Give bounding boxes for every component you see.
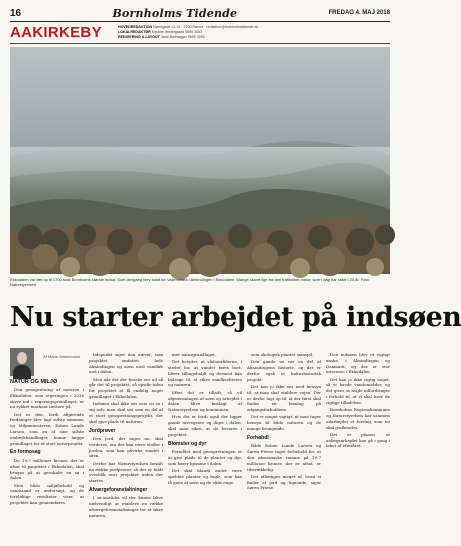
author-avatar bbox=[10, 348, 34, 376]
paragraph: Bornholms Regionskommune og Naturstyrelsen har sammen udarbejdet et forslag, som nu skal godkendes. bbox=[326, 407, 390, 430]
article-column-1 bbox=[10, 378, 84, 507]
paragraph: tidspunkt siger den nævnt, som projektet omfattet, hele Almindingen og søen med vandløb ned i dalen. bbox=[89, 352, 163, 375]
article-column-4 bbox=[247, 352, 321, 493]
paragraph: Det betyder, at vådområderne, i stedet for, at vandet føres bort, bliver tilbageholdt og dermed kan bidrage til, at sikre vandkvaliteten og naturen. bbox=[168, 359, 242, 388]
paragraph: Formålet med genopretningen er at give plads til de planter og dyr, som hører hjemme i dalen. bbox=[168, 449, 242, 466]
paragraph: Det skal blandt andet være sjældne planter og fugle, som kan få gavn af søen og de våde enge. bbox=[168, 468, 242, 485]
paragraph: Det er meget vigtigt, at man tager hensyn til både naturen og de mange besøgende. bbox=[247, 414, 321, 432]
subheading: Forhøbdl bbox=[247, 434, 269, 441]
paragraph: Den genopretning af naturen i Ekkodalen, som regeringen i 2016 skrev ind i regeringsgrundlaget, er nu rykket markant tættere på. bbox=[10, 387, 84, 410]
paragraph: Efter det er tilladt, så vil afgrænsningen af søen og arbejdet i dalen blive fastlagt af Naturstyrelsen og kommunen. bbox=[168, 389, 242, 413]
header-divider bbox=[10, 21, 390, 22]
contact-value: Kirstine Vestergaard 5690 3083 bbox=[151, 30, 203, 34]
photo-caption: Ekkodalen var tæt op til 1700 fuldt Bornholms største indsø. Som dengang blev kaldt for Vallensbæk i Almindingen i Ekkodalen. Mange skove lige fra den trafiksikre mose, som i dag har stået i 20 år. Foto: Naturstyrelsen bbox=[10, 277, 370, 288]
paragraph: som økologisk plantet samspil. bbox=[251, 352, 314, 357]
paragraph: Indsøen skal ikke ses som en sø i sig selv, men skal ses som en del af et stort genopretningsprojekt, der skal give plads til naturen. bbox=[89, 401, 163, 424]
article-kicker: NATUR OG MILJØ bbox=[10, 379, 58, 385]
paragraph: Derfor har Naturstyrelsen bestilt en række jordprøver, så der er fuldt overblik over projektet inden der startes. bbox=[89, 460, 163, 484]
paragraph: Den jord, der tages nu, skal vurderes, om der kan være stoffer i jorden, som kan påvirke vandet i søen. bbox=[89, 436, 163, 459]
paragraph: Det kan jo ikke rigtig noget, så vi havde vandområder, og det giver os nogle udfordringer i forhold til, at vi skal have de rigtige tilladelser. bbox=[326, 376, 390, 405]
page-header bbox=[10, 6, 390, 20]
contact-value: Jane Ballhagger 5690 3092 bbox=[160, 35, 205, 39]
section-contact-info bbox=[118, 25, 298, 40]
article-headline: Nu starter arbejdet på indsøen bbox=[10, 302, 461, 333]
landscape-photo bbox=[10, 47, 390, 274]
paragraph: Hvis det er fordi også der ligger gamle tørvegrave og diger i dalen, skal man sikre, at de bevares i projektet. bbox=[168, 414, 242, 437]
page-number: 16 bbox=[10, 7, 22, 19]
paragraph: Det afhænger meget af, hvad vi finder af jord og lignende, siger Søren Friese. bbox=[247, 473, 321, 491]
paragraph: Det kan jo ikke ses med hensyn til, at man skal etablere vejen. Der er derfor lagt op til, at der først skal findes en løsning på adgangsforholdene. bbox=[247, 383, 321, 413]
paragraph: Det er planen, at anlægsarbejdet kan gå i gang i løbet af efteråret. bbox=[326, 431, 390, 449]
subheading: Afværgeforanstaltninger bbox=[89, 486, 148, 493]
newspaper-masthead: Bornholms Tidende bbox=[112, 6, 238, 20]
paragraph: Den indsøen blev et vigtigt ønske, i Almindingen og Danmark, og der er stor interesse i Ekkodalen. bbox=[326, 352, 390, 375]
contact-value: Nørregade 11-19 · 3700 Rønne · redaktion@bornholmstidende.dk bbox=[153, 25, 259, 29]
article-column-5 bbox=[326, 352, 390, 451]
paragraph: Men både miljøforhold og vandstand er undersøgt, og de foreløbige resultater viser, at projektet kan gennemføres. bbox=[10, 482, 84, 506]
paragraph: I sø-området vil der kunne blive nødvendigt at etablere en række afværgeforanstaltninger for at sikre naturen. bbox=[89, 495, 163, 518]
author-name: Af Mads Vestermann bbox=[43, 354, 81, 359]
article-column-2 bbox=[89, 352, 163, 520]
article-column-3 bbox=[168, 352, 242, 487]
contact-label: LOKALREDAKTØR bbox=[118, 30, 151, 34]
section-title: AAKIRKEBY bbox=[10, 24, 102, 41]
paragraph: Både Esben Lunde Larsen og Søren Friese taget forbehold for, at den økonomiske ramme på 19,7 millioner kroner, der er afsat, er tilstrækkelig. bbox=[247, 443, 321, 472]
subheading: En formosag bbox=[10, 449, 41, 456]
paragraph: Den gamle sø var en del af Almindingens historie, og det er derfor også et kulturhistorisk projekt. bbox=[247, 359, 321, 382]
contact-label: REDIGERING & LAYOUT bbox=[118, 35, 160, 39]
paragraph: Det er den, fordi afgørende fredninger blev lagt sidste sommer, og Miljøministeren, Esben Lunde Larsen, som en af sine sidste embedshandlinger, kunne lægge grundlaget for et stort naturprojekt. bbox=[10, 411, 84, 446]
paragraph: Men når det der fysiske ser ud så går det til projektet, så opstår tiden for projektet at få endelig noget grundlaget i Ekkodalen. bbox=[89, 376, 163, 400]
byline bbox=[10, 348, 92, 376]
contact-label: HOVEDREDAKTION bbox=[118, 25, 153, 29]
subheading: Jordprøver bbox=[89, 427, 116, 434]
subheading: Blomster og dyr bbox=[168, 440, 207, 447]
paragraph: De 19,7 millioner kroner, der er afsat til projektet i Ekkodalen, skal bruges på at genskabe en sø i dalen. bbox=[10, 457, 84, 481]
section-divider bbox=[10, 43, 390, 44]
paragraph: mer naturgrundlaget. bbox=[172, 352, 217, 357]
issue-date: FREDAG 4. MAJ 2018 bbox=[328, 10, 390, 16]
